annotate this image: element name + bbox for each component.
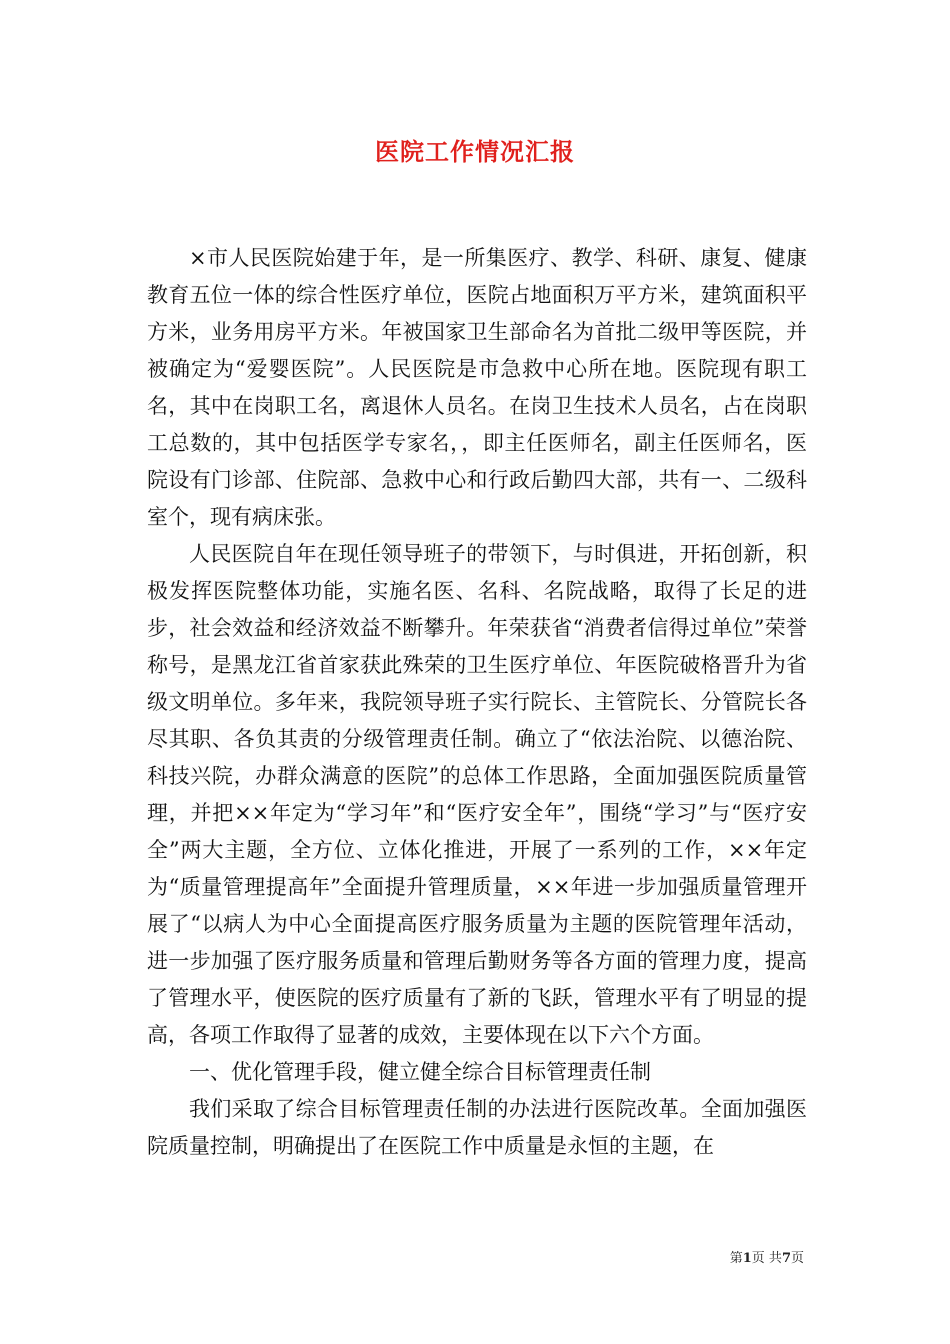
paragraph-section-1: 我们采取了综合目标管理责任制的办法进行医院改革。全面加强医院质量控制，明确提出了在医院工作中质量是永恒的主题，在	[147, 1097, 807, 1158]
document-body	[147, 240, 807, 1165]
paragraph-intro: ×市人民医院始建于年，是一所集医疗、教学、科研、康复、健康教育五位一体的综合性医疗单位，医院占地面积万平方米，建筑面积平方米，业务用房平方米。年被国家卫生部命名为首批二级甲等医院，并被确定为“爱婴医院”。人民医院是市急救中心所在地。医院现有职工名，其中在岗职工名，离退休人员名。在岗卫生技术人员名，占在岗职工总数的，其中包括医学专家名，，即主任医师名，副主任医师名，医院设有门诊部、住院部、急救中心和行政后勤四大部，共有一、二级科室个，现有病床张。	[147, 246, 807, 529]
paragraph-achievements: 人民医院自年在现任领导班子的带领下，与时俱进，开拓创新，积极发挥医院整体功能，实施名医、名科、名院战略，取得了长足的进步，社会效益和经济效益不断攀升。年荣获省“消费者信得过单位”荣誉称号，是黑龙江省首家获此殊荣的卫生医疗单位、年医院破格晋升为省级文明单位。多年来，我院领导班子实行院长、主管院长、分管院长各尽其职、各负其责的分级管理责任制。确立了“依法治院、以德治院、科技兴院，办群众满意的医院”的总体工作思路，全面加强医院质量管理，并把××年定为“学习年”和“医疗安全年”，围绕“学习”与“医疗安全”两大主题，全方位、立体化推进，开展了一系列的工作，××年定为“质量管理提高年”全面提升管理质量，××年进一步加强质量管理开展了“以病人为中心全面提高医疗服务质量为主题的医院管理年活动，进一步加强了医疗服务质量和管理后勤财务等各方面的管理力度，提高了管理水平，使医院的医疗质量有了新的飞跃，管理水平有了明显的提高，各项工作取得了显著的成效，主要体现在以下六个方面。	[147, 542, 807, 1047]
footer-total-pages: 7	[781, 1251, 791, 1266]
footer-suffix: 页	[790, 1251, 804, 1266]
footer-middle: 页 共	[751, 1251, 782, 1266]
document-title: 医院工作情况汇报	[375, 137, 575, 166]
footer-prefix: 第	[729, 1251, 743, 1266]
footer-current-page: 1	[742, 1251, 752, 1266]
section-heading-1: 一、优化管理手段，健立健全综合目标管理责任制	[189, 1060, 651, 1084]
page-number-footer	[730, 1247, 804, 1266]
